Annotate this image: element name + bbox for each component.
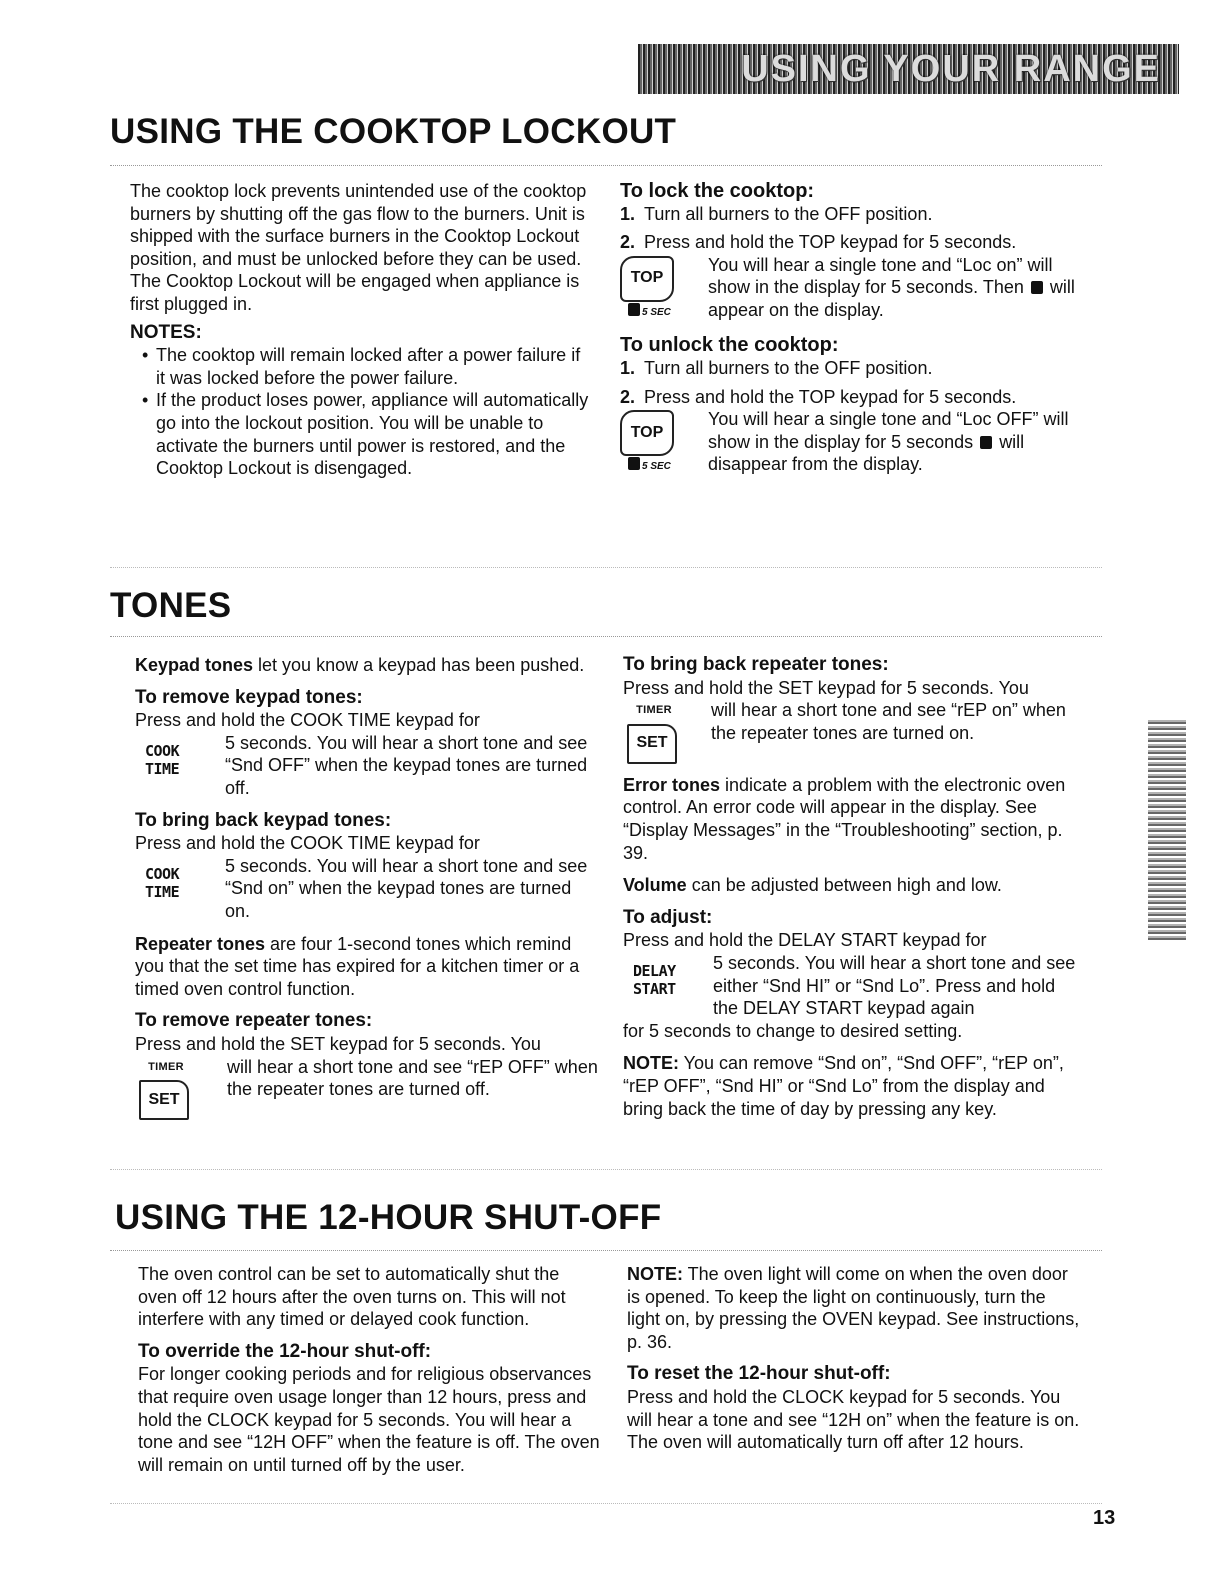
note-item: • If the product loses power, appliance will automatically go into the lockout position. You will be unable to activate the burners until power is restored, and the Cooktop Lockout is disengaged.: [156, 389, 590, 479]
keypad-tones-paragraph: [135, 654, 600, 677]
remove-repeater-heading: To remove repeater tones:: [135, 1010, 373, 1032]
keypad-tones-lead: Keypad tones: [135, 655, 254, 675]
lockout-intro: The cooktop lock prevents unintended use of the cooktop burners by shutting off the gas flow to the burners. Unit is shipped with the surface burners in the Cooktop Lockout position, and must be unlocked before they can be used. The Cooktop Lockout will be engaged when appliance is first plugged in.: [130, 181, 587, 314]
volume-lead: Volume: [623, 875, 687, 896]
delay-start-keypad-icon: [623, 952, 713, 1020]
unlock-step-2: Press and hold the TOP keypad for 5 seconds.: [644, 386, 1017, 407]
start-label: START: [633, 979, 676, 998]
lock-heading: To lock the cooktop:: [620, 180, 815, 202]
repeater-tones-text: are four 1-second tones which remind you that the set time has expired for a kitchen timer or a timed oven control function.: [135, 933, 580, 999]
tones-right-column: [623, 654, 1081, 1120]
shutoff-note-text: The oven light will come on when the oven door is opened. To keep the light on continuously, turn the light on, by pressing the OVEN keypad. See instructions, p. 36.: [627, 1264, 1080, 1352]
top-keypad-icon: [620, 408, 708, 479]
cook-label: COOK: [145, 864, 180, 883]
lock-step-1: Turn all burners to the OFF position.: [644, 203, 933, 224]
volume-paragraph: [623, 874, 1081, 897]
tones-note-paragraph: [623, 1052, 1081, 1120]
lockout-right-column: [620, 180, 1075, 479]
adjust-icon-text: 5 seconds. You will hear a short tone and see either “Snd HI” or “Snd Lo”. Press and hold the DELAY START keypad again: [713, 952, 1076, 1019]
page-number: 13: [1093, 1507, 1116, 1529]
lock-icon: [980, 436, 992, 449]
time-label: TIME: [145, 882, 180, 901]
override-heading: To override the 12-hour shut-off:: [138, 1340, 432, 1362]
unlock-icon-text: [708, 408, 1075, 479]
remove-keypad-heading: To remove keypad tones:: [135, 686, 363, 708]
bring-back-keypad-icon-text: 5 seconds. You will hear a short tone and see “Snd on” when the keypad tones are turned on.: [225, 855, 588, 921]
timer-icon: [626, 456, 708, 479]
step-number: 2.: [620, 232, 636, 253]
timer-label: TIMER: [636, 704, 672, 717]
step-number: 2.: [620, 386, 636, 407]
shutoff-left-column: [138, 1263, 600, 1476]
keypad-tones-text: let you know a keypad has been pushed.: [253, 655, 585, 675]
bring-back-repeater-icon-text: will hear a short tone and see “rEP on” when the repeater tones are turned on.: [711, 700, 1066, 743]
timer-set-keypad-icon: [623, 699, 711, 764]
shutoff-right-column: [627, 1263, 1082, 1454]
remove-keypad-icon-text: 5 seconds. You will hear a short tone and see “Snd OFF” when the keypad tones are turned off.: [225, 732, 588, 798]
shutoff-note-lead: NOTE:: [627, 1264, 683, 1284]
lock-icon-text: [708, 254, 1075, 325]
timer-label: 5 SEC: [642, 306, 671, 318]
timer-icon: [626, 302, 708, 325]
section-banner: [638, 44, 1179, 94]
lock-icon-text-b: will appear on the display.: [708, 277, 1075, 320]
lockout-left-column: [130, 180, 590, 480]
remove-repeater-line: Press and hold the SET keypad for 5 seconds. You: [135, 1033, 541, 1054]
note-item: • The cooktop will remain locked after a power failure if it was locked before the power failure.: [156, 344, 590, 389]
repeater-tones-lead: Repeater tones: [135, 933, 266, 954]
lock-icon-text-a: You will hear a single tone and “Loc on” will show in the display for 5 seconds. Then: [708, 254, 1053, 298]
notes-heading: NOTES:: [130, 321, 202, 343]
unlock-heading: To unlock the cooktop:: [620, 334, 839, 357]
shutoff-title: USING THE 12-HOUR SHUT-OFF: [115, 1198, 662, 1237]
error-tones-text: indicate a problem with the electronic oven control. An error code will appear in the display. See “Display Messages” in the “Troubleshooting” section, p. 39.: [623, 774, 1066, 863]
lockout-title: USING THE COOKTOP LOCKOUT: [110, 112, 677, 151]
english-side-tab: [1148, 720, 1186, 940]
side-tab-text: [1148, 720, 1149, 721]
set-key-label: SET: [139, 1080, 189, 1120]
tones-title: TONES: [110, 586, 232, 625]
top-key-label: TOP: [620, 256, 674, 302]
lock-icon: [1031, 281, 1043, 294]
reset-heading: To reset the 12-hour shut-off:: [627, 1363, 891, 1385]
notes-list: [130, 344, 590, 480]
timer-set-keypad-icon: [135, 1056, 227, 1121]
step-number: 1.: [620, 357, 636, 378]
reset-text: Press and hold the CLOCK keypad for 5 seconds. You will hear a tone and see “12H on” when the feature is on. The oven will automatically turn off after 12 hours.: [627, 1386, 1080, 1453]
volume-text: can be adjusted between high and low.: [686, 875, 1002, 896]
step-number: 1.: [620, 203, 636, 224]
bring-back-repeater-line: Press and hold the SET keypad for 5 seconds. You: [623, 677, 1029, 698]
delay-label: DELAY: [633, 961, 676, 980]
unlock-icon-text-a: You will hear a single tone and “Loc OFF” will show in the display for 5 seconds: [708, 409, 1069, 452]
cook-time-keypad-icon: [135, 732, 225, 800]
remove-repeater-icon-text: will hear a short tone and see “rEP OFF” when the repeater tones are turned off.: [227, 1056, 598, 1100]
tones-note-lead: NOTE:: [623, 1053, 679, 1074]
adjust-tail: for 5 seconds to change to desired setting.: [623, 1020, 963, 1041]
tones-left-column: [135, 654, 600, 1120]
repeater-tones-paragraph: [135, 933, 600, 1001]
banner-text: USING YOUR RANGE: [741, 47, 1161, 90]
cook-time-keypad-icon: [135, 855, 225, 923]
tones-note-text: You can remove “Snd on”, “Snd OFF”, “rEP on”, “rEP OFF”, “Snd HI” or “Snd Lo” from the display and bring back the time of day by pressing any key.: [623, 1053, 1064, 1119]
cook-label: COOK: [145, 741, 180, 760]
time-label: TIME: [145, 759, 180, 778]
adjust-heading: To adjust:: [623, 906, 713, 928]
top-keypad-icon: [620, 254, 708, 325]
shutoff-note-paragraph: [627, 1263, 1082, 1353]
timer-label: 5 SEC: [642, 461, 671, 473]
unlock-step-1: Turn all burners to the OFF position.: [644, 357, 933, 378]
bring-back-keypad-heading: To bring back keypad tones:: [135, 809, 392, 831]
error-tones-paragraph: [623, 774, 1081, 864]
shutoff-intro: The oven control can be set to automatically shut the oven off 12 hours after the oven turns on. This will not interfere with any timed or delayed cook function.: [138, 1264, 566, 1330]
adjust-line: Press and hold the DELAY START keypad for: [623, 930, 987, 951]
top-key-label: TOP: [620, 410, 674, 456]
set-key-label: SET: [627, 724, 677, 764]
timer-label: TIMER: [148, 1060, 184, 1073]
bring-back-repeater-heading: To bring back repeater tones:: [623, 654, 889, 675]
bring-back-keypad-line: Press and hold the COOK TIME keypad for: [135, 833, 480, 854]
override-text: For longer cooking periods and for religious observances that require oven usage longer than 12 hours, press and hold the CLOCK keypad for 5 seconds. You will hear a tone and see “12H OFF” when the feature is off. The oven will remain on until turned off by the user.: [138, 1364, 600, 1475]
unlock-icon-text-b: will disappear from the display.: [708, 431, 1025, 475]
lock-step-2: Press and hold the TOP keypad for 5 seconds.: [644, 232, 1017, 253]
error-tones-lead: Error tones: [623, 774, 721, 795]
remove-keypad-line: Press and hold the COOK TIME keypad for: [135, 710, 480, 731]
